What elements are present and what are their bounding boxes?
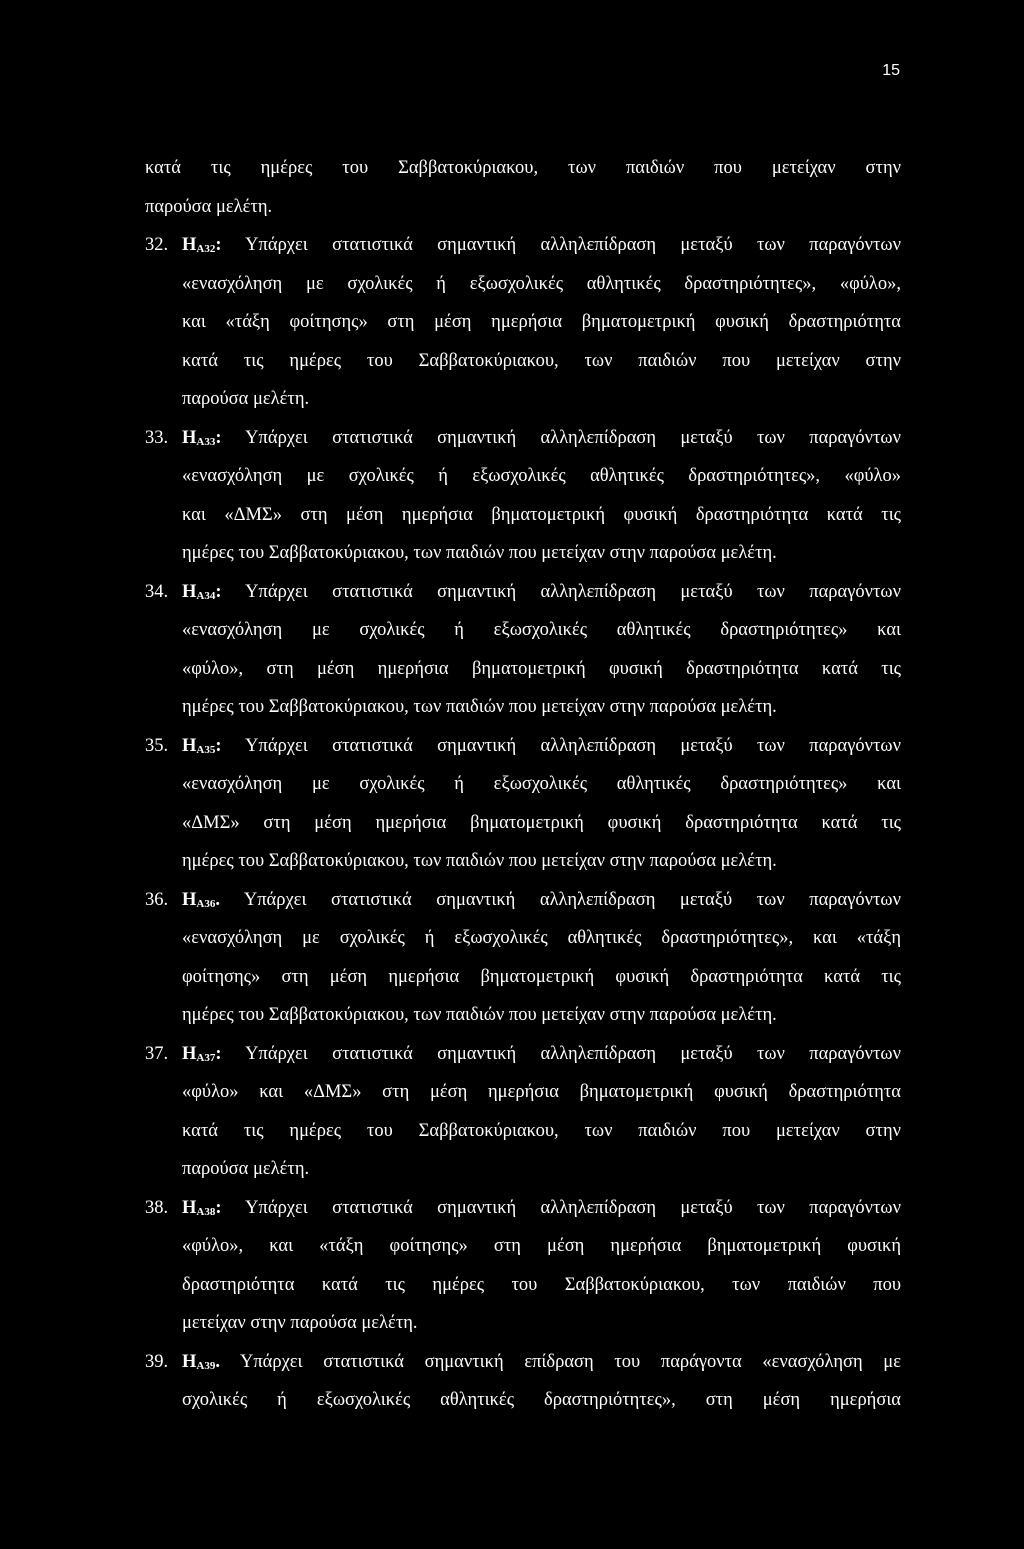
hypothesis-item [145, 1035, 901, 1189]
item-first-line [145, 573, 901, 612]
item-line: ημέρες του Σαββατοκύριακου, των παιδιών που μετείχαν στην παρούσα μελέτη. [182, 1005, 777, 1025]
item-line: «φύλο», και «τάξη φοίτησης» στη μέση ημερήσια βηματομετρική φυσική [182, 1236, 901, 1256]
hypothesis-separator: : [215, 1197, 222, 1218]
item-text: Υπάρχει στατιστικά σημαντική αλληλεπίδραση μεταξύ των παραγόντων [245, 1197, 901, 1218]
item-first-line [145, 727, 901, 766]
item-first-line [145, 1343, 901, 1382]
hypothesis-item [145, 727, 901, 881]
page-body [145, 149, 901, 1420]
item-line: «φύλο» και «ΔΜΣ» στη μέση ημερήσια βηματομετρική φυσική δραστηριότητα [182, 1082, 901, 1102]
hypothesis-separator: . [215, 1351, 220, 1372]
item-line: δραστηριότητα κατά τις ημέρες του Σαββατοκύριακου, των παιδιών που [182, 1274, 901, 1295]
item-line: ημέρες του Σαββατοκύριακου, των παιδιών που μετείχαν στην παρούσα μελέτη. [182, 543, 777, 563]
hypothesis-subscript: Α39 [196, 1359, 216, 1372]
hypothesis-label [182, 235, 222, 255]
hypothesis-label [182, 890, 220, 910]
hypotheses-list [145, 226, 901, 1420]
item-line: φοίτησης» στη μέση ημερήσια βηματομετρική φυσική δραστηριότητα κατά τις [182, 966, 901, 987]
hypothesis-letter: Η [182, 1351, 197, 1372]
hypothesis-letter: Η [182, 427, 197, 448]
hypothesis-separator: : [215, 1043, 222, 1064]
item-line: «ενασχόληση με σχολικές ή εξωσχολικές αθλητικές δραστηριότητες», και «τάξη [182, 928, 901, 948]
item-first-line [145, 1189, 901, 1228]
hypothesis-subscript: Α34 [196, 589, 216, 602]
item-line: ημέρες του Σαββατοκύριακου, των παιδιών που μετείχαν στην παρούσα μελέτη. [182, 851, 777, 871]
hypothesis-label [182, 1198, 222, 1218]
hypothesis-subscript: Α32 [196, 243, 216, 255]
item-text: Υπάρχει στατιστικά σημαντική αλληλεπίδραση μεταξύ των παραγόντων [243, 889, 901, 910]
hypothesis-label [182, 428, 222, 448]
item-line: «ενασχόληση με σχολικές ή εξωσχολικές αθλητικές δραστηριότητες», «φύλο» [182, 466, 901, 486]
hypothesis-subscript: Α38 [196, 1205, 216, 1218]
item-line: «ενασχόληση με σχολικές ή εξωσχολικές αθλητικές δραστηριότητες» και [182, 620, 901, 640]
hypothesis-label [182, 736, 222, 756]
hypothesis-letter: Η [182, 735, 197, 756]
item-number: 35. [145, 735, 169, 756]
item-number: 38. [145, 1197, 169, 1218]
item-line: σχολικές ή εξωσχολικές αθλητικές δραστηριότητες», στη μέση ημερήσια [182, 1390, 901, 1410]
item-line: «φύλο», στη μέση ημερήσια βηματομετρική φυσική δραστηριότητα κατά τις [182, 658, 901, 679]
hypothesis-subscript: Α33 [196, 435, 216, 448]
page-number: 15 [882, 62, 900, 79]
hypothesis-item [145, 573, 901, 727]
item-text: Υπάρχει στατιστικά σημαντική επίδραση του παράγοντα «ενασχόληση με [239, 1351, 901, 1372]
hypothesis-item [145, 881, 901, 1035]
hypothesis-separator: : [215, 581, 222, 602]
item-line: παρούσα μελέτη. [182, 1159, 310, 1179]
item-first-line [145, 1035, 901, 1074]
item-number: 37. [145, 1043, 169, 1064]
item-line: «ενασχόληση με σχολικές ή εξωσχολικές αθλητικές δραστηριότητες», «φύλο», [182, 273, 901, 294]
hypothesis-label [182, 582, 222, 602]
hypothesis-item [145, 1343, 901, 1420]
item-text: Υπάρχει στατιστικά σημαντική αλληλεπίδραση μεταξύ των παραγόντων [245, 427, 901, 448]
hypothesis-subscript: Α36 [196, 897, 216, 910]
hypothesis-letter: Η [182, 1043, 197, 1064]
item-line: «ΔΜΣ» στη μέση ημερήσια βηματομετρική φυσική δραστηριότητα κατά τις [182, 812, 901, 833]
item-line: και «ΔΜΣ» στη μέση ημερήσια βηματομετρική φυσική δραστηριότητα κατά τις [182, 504, 901, 525]
item-line: και «τάξη φοίτησης» στη μέση ημερήσια βηματομετρική φυσική δραστηριότητα [182, 312, 901, 332]
item-first-line [145, 881, 901, 920]
hypothesis-separator: : [215, 427, 222, 448]
item-line: μετείχαν στην παρούσα μελέτη. [182, 1313, 418, 1333]
item-line: κατά τις ημέρες του Σαββατοκύριακου, των παιδιών που μετείχαν στην [182, 1120, 901, 1141]
hypothesis-label [182, 1044, 222, 1064]
hypothesis-separator: : [215, 735, 222, 756]
item-line: κατά τις ημέρες του Σαββατοκύριακου, των παιδιών που μετείχαν στην [182, 350, 901, 371]
item-first-line [145, 419, 901, 458]
item-text: Υπάρχει στατιστικά σημαντική αλληλεπίδραση μεταξύ των παραγόντων [245, 735, 901, 756]
hypothesis-subscript: Α35 [196, 743, 216, 756]
hypothesis-subscript: Α37 [196, 1051, 216, 1064]
item-text: Υπάρχει στατιστικά σημαντική αλληλεπίδραση μεταξύ των παραγόντων [245, 581, 901, 602]
hypothesis-label [182, 1352, 220, 1372]
hypothesis-separator: . [215, 889, 220, 910]
continuation-line: κατά τις ημέρες του Σαββατοκύριακου, των παιδιών που μετείχαν στην [145, 158, 901, 178]
item-first-line [145, 226, 901, 265]
hypothesis-letter: Η [182, 889, 197, 910]
hypothesis-letter: Η [182, 235, 197, 255]
hypothesis-item [145, 1189, 901, 1343]
item-number: 33. [145, 427, 169, 448]
item-number: 36. [145, 889, 169, 910]
item-line: «ενασχόληση με σχολικές ή εξωσχολικές αθλητικές δραστηριότητες» και [182, 774, 901, 794]
item-line: παρούσα μελέτη. [182, 389, 310, 409]
item-number: 34. [145, 581, 169, 602]
item-number: 39. [145, 1351, 169, 1372]
hypothesis-item [145, 226, 901, 419]
hypothesis-letter: Η [182, 1197, 197, 1218]
hypothesis-letter: Η [182, 581, 197, 602]
continuation-line: παρούσα μελέτη. [145, 196, 273, 217]
item-line: ημέρες του Σαββατοκύριακου, των παιδιών που μετείχαν στην παρούσα μελέτη. [182, 697, 777, 717]
hypothesis-separator: : [215, 235, 222, 255]
item-number: 32. [145, 235, 169, 255]
item-text: Υπάρχει στατιστικά σημαντική αλληλεπίδραση μεταξύ των παραγόντων [245, 1043, 901, 1064]
item-text: Υπάρχει στατιστικά σημαντική αλληλεπίδραση μεταξύ των παραγόντων [245, 235, 901, 255]
hypothesis-item [145, 419, 901, 573]
